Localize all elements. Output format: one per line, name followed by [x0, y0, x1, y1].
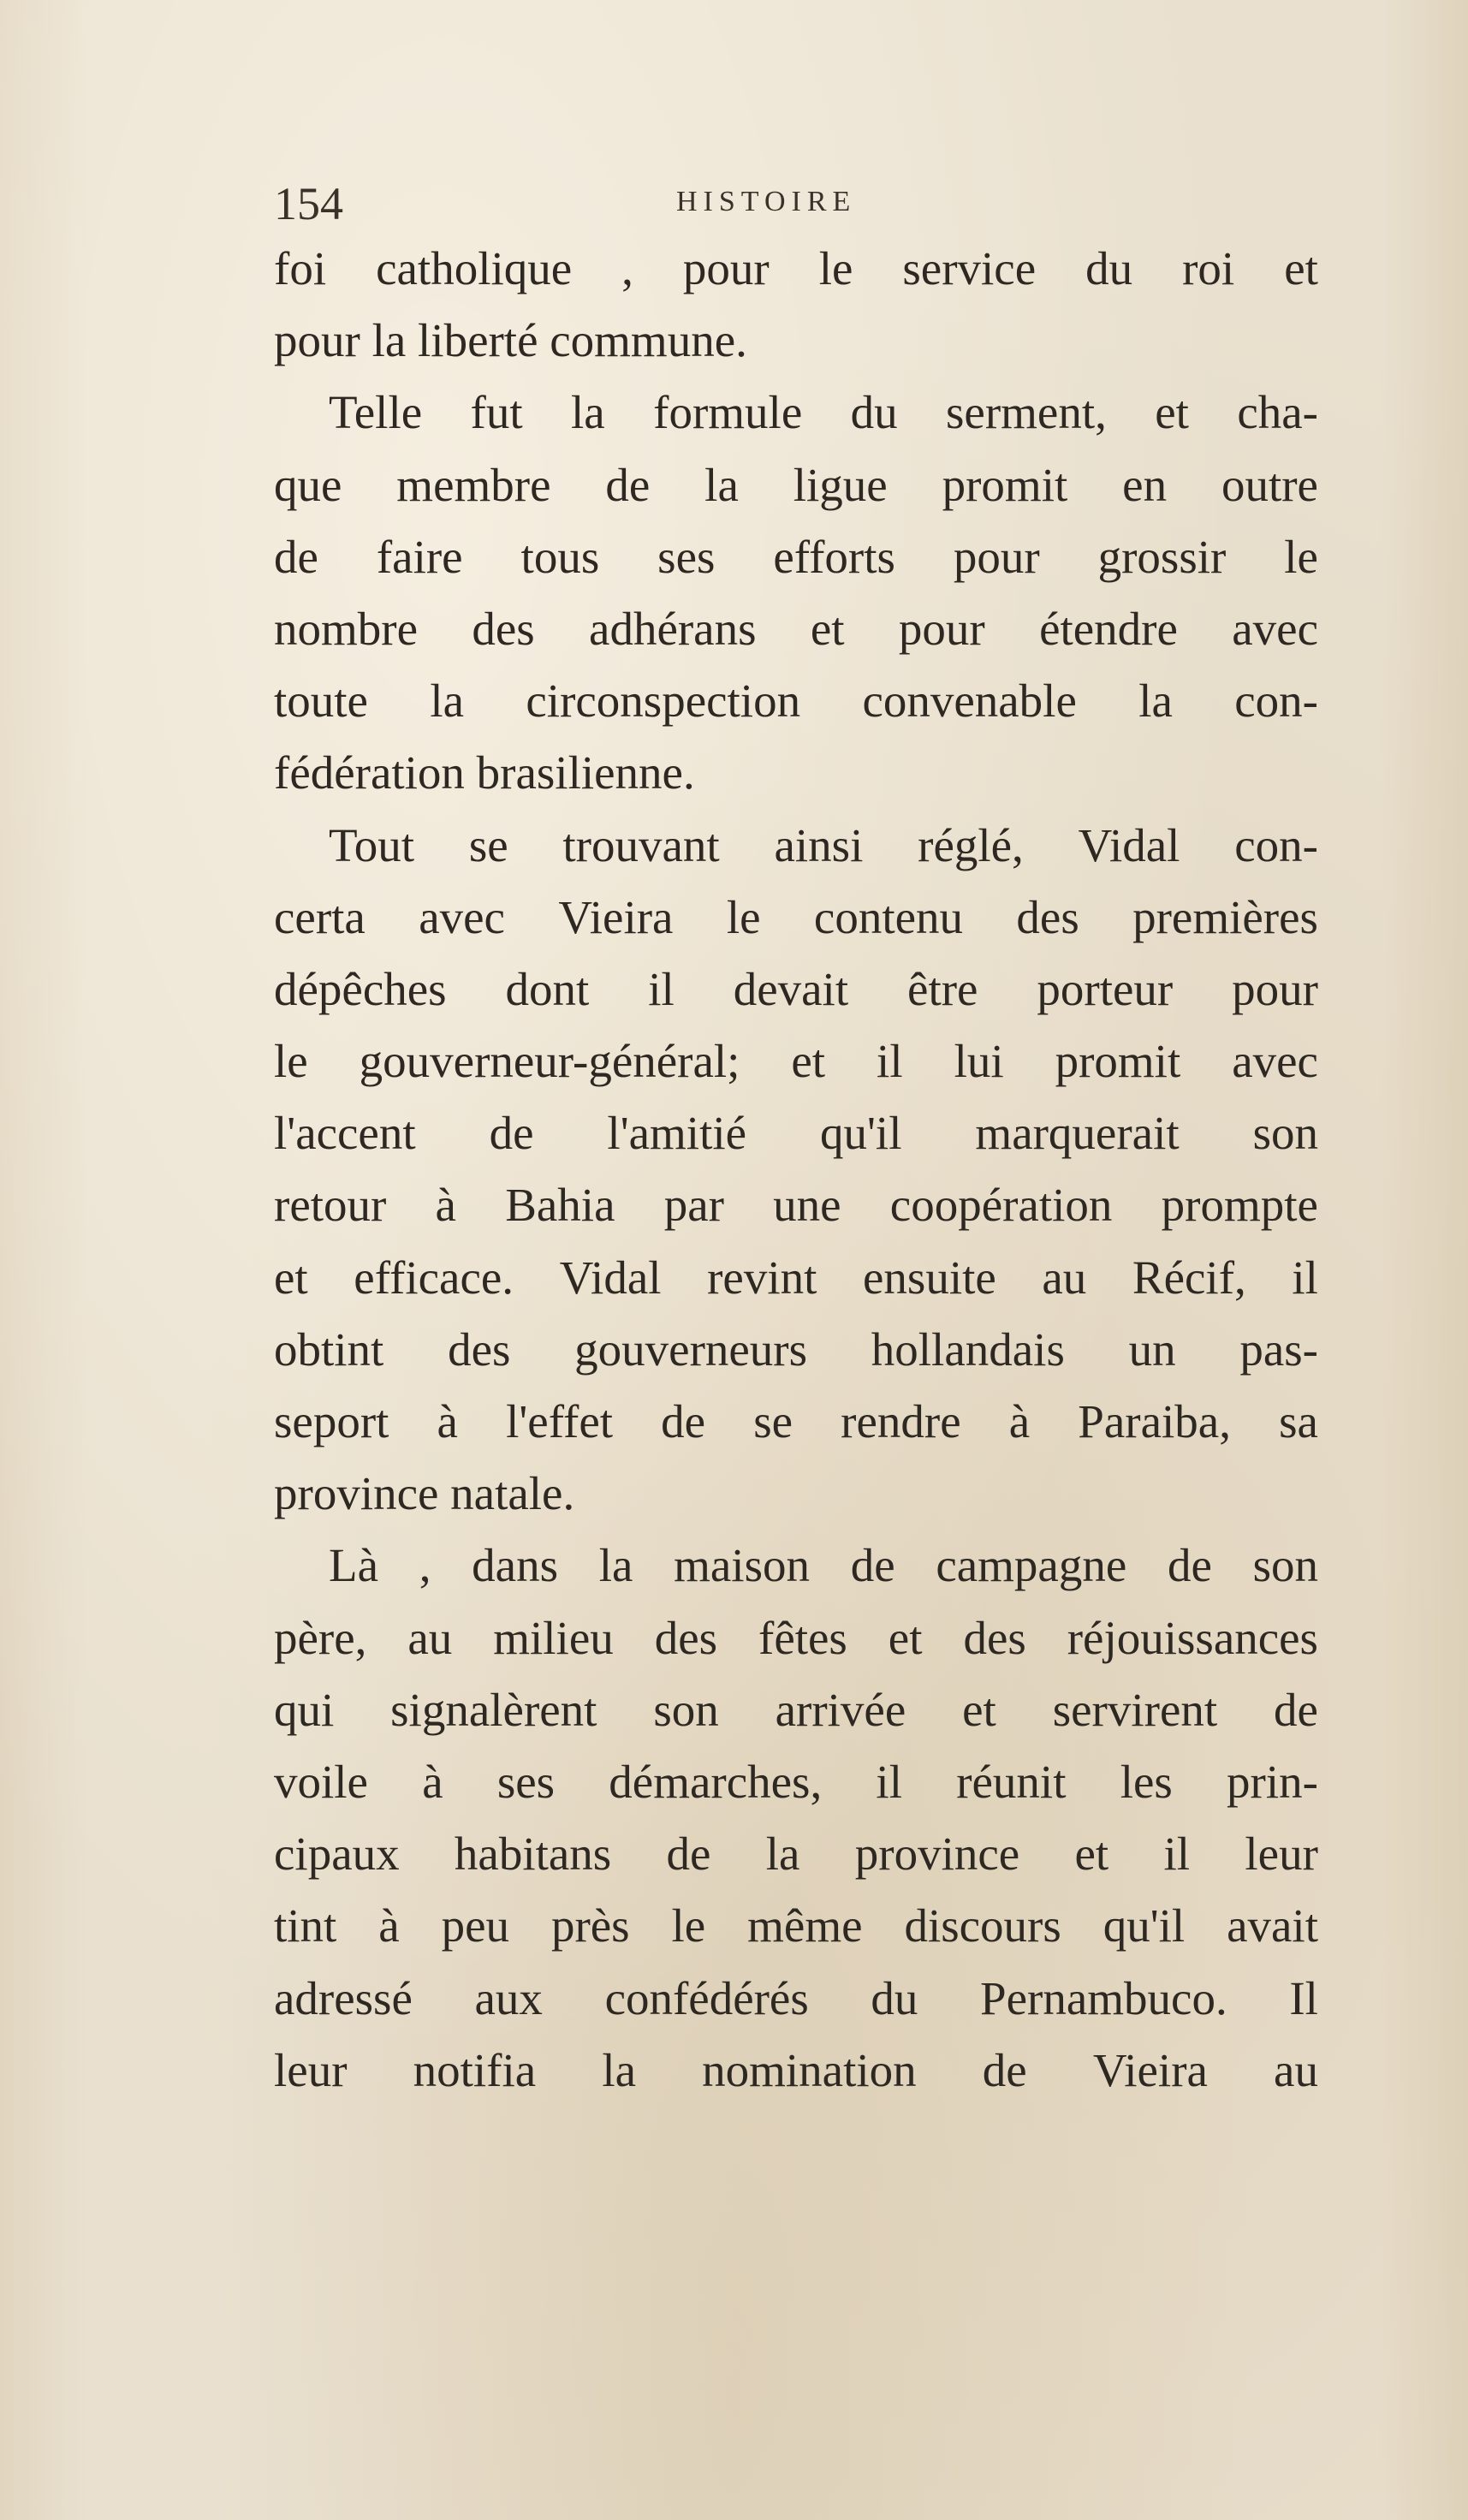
text-line [274, 1314, 1318, 1386]
running-head [274, 169, 1318, 238]
text-line [274, 305, 1318, 377]
word: Vidal [559, 1251, 662, 1304]
word: qui [274, 1683, 335, 1736]
word: Tout [329, 818, 415, 871]
page-number: 154 [274, 178, 343, 229]
word: porteur [1037, 962, 1174, 1015]
word: coopération [889, 1179, 1113, 1232]
text-line [274, 1963, 1318, 2035]
text-line [274, 1169, 1318, 1241]
word: Telle [329, 386, 423, 439]
word: tint [274, 1899, 337, 1952]
word: les [1120, 1755, 1173, 1808]
word: fêtes [758, 1611, 847, 1664]
text-line [274, 1746, 1318, 1818]
word: être [907, 962, 978, 1015]
word: premières [1132, 890, 1318, 943]
word: Pernambuco. [980, 1971, 1227, 2024]
word: son [653, 1683, 719, 1736]
word: près [550, 1899, 630, 1952]
word: père, [274, 1611, 367, 1664]
word: et [1155, 386, 1189, 439]
word: et [1284, 242, 1318, 294]
running-title: HISTOIRE [676, 186, 857, 217]
word: que [274, 458, 342, 511]
word: réjouissances [1067, 1611, 1318, 1664]
word: des [654, 1611, 718, 1664]
word: toute [274, 675, 368, 728]
word: de [489, 1107, 534, 1160]
word: ligue [793, 458, 888, 511]
word: gouverneur-général; [359, 1035, 740, 1088]
word: de [661, 1395, 706, 1447]
word: promit [1055, 1035, 1181, 1088]
word: il [1163, 1828, 1191, 1881]
word: pour [1232, 962, 1318, 1015]
word: et [274, 1251, 308, 1304]
word: du [850, 386, 898, 439]
word: circonspection [526, 675, 801, 728]
word: outre [1221, 458, 1318, 511]
word: devait [733, 962, 849, 1015]
word: une [773, 1179, 841, 1232]
word: à [378, 1899, 400, 1952]
word: province [854, 1828, 1020, 1881]
word: serment, [946, 386, 1107, 439]
word: leur [1245, 1828, 1318, 1881]
word: voile [274, 1755, 368, 1808]
word: leur [274, 2043, 348, 2096]
word: la [430, 675, 465, 728]
word: et [1074, 1828, 1109, 1881]
word: de [274, 530, 318, 583]
word: des [472, 602, 535, 655]
text-line [274, 954, 1318, 1025]
word: son [1252, 1107, 1318, 1160]
word: des [1016, 890, 1079, 943]
word: la [765, 1828, 800, 1881]
word: ses [496, 1755, 556, 1808]
word: rendre [841, 1395, 961, 1447]
text-line [274, 521, 1318, 593]
word: pas- [1239, 1322, 1318, 1376]
word: , [621, 242, 633, 294]
word: Récif, [1132, 1251, 1246, 1304]
word: un [1128, 1322, 1176, 1376]
word: de [1274, 1683, 1318, 1736]
word: cha- [1237, 386, 1318, 439]
word: le [274, 1035, 308, 1088]
text-line [274, 2035, 1318, 2107]
word: sa [1279, 1395, 1318, 1447]
word: marquerait [975, 1107, 1180, 1160]
text-line [274, 377, 1318, 449]
word: Vidal [1078, 818, 1180, 871]
word: lui [954, 1035, 1004, 1088]
text-line [274, 737, 1318, 809]
word: il [648, 962, 675, 1015]
word: avait [1227, 1899, 1318, 1952]
word: retour [274, 1179, 387, 1232]
word: qu'il [820, 1107, 902, 1160]
word: il [1292, 1251, 1318, 1304]
word: ses [657, 530, 716, 583]
word: con- [1234, 818, 1318, 871]
word: discours [904, 1899, 1061, 1952]
word: tous [520, 530, 600, 583]
word: grossir [1097, 530, 1227, 583]
word: Paraiba, [1078, 1395, 1231, 1447]
word: efforts [773, 530, 895, 583]
word: campagne [936, 1539, 1127, 1592]
word: catholique [376, 242, 573, 294]
word: à [422, 1755, 443, 1808]
word: service [902, 242, 1037, 294]
word: servirent [1052, 1683, 1218, 1736]
word: pour la liberté commune. [274, 314, 747, 367]
word: adressé [274, 1971, 413, 2024]
word: promit [942, 458, 1068, 511]
text-line [274, 1025, 1318, 1097]
word: du [1085, 242, 1133, 294]
word: dans [472, 1539, 558, 1592]
word: contenu [813, 890, 964, 943]
word: , [419, 1539, 431, 1592]
word: pour [898, 602, 985, 655]
word: revint [707, 1251, 817, 1304]
text-line [274, 1674, 1318, 1746]
word: et [962, 1683, 996, 1736]
text-line [274, 233, 1318, 305]
word: ainsi [774, 818, 864, 871]
word: la [598, 1539, 633, 1592]
word: Il [1289, 1971, 1318, 2024]
word: se [468, 818, 508, 871]
word: membre [396, 458, 551, 511]
word: cipaux [274, 1828, 400, 1881]
text-line [274, 810, 1318, 882]
word: il [876, 1755, 902, 1808]
word: la [704, 458, 739, 511]
text-line [274, 665, 1318, 737]
word: pour [682, 242, 770, 294]
word: signalèrent [390, 1683, 597, 1736]
word: Là [329, 1539, 379, 1592]
word: con- [1234, 675, 1318, 728]
word: son [1252, 1539, 1318, 1592]
word: notifia [413, 2043, 537, 2096]
text-line [274, 593, 1318, 665]
word: l'accent [274, 1107, 416, 1160]
word: à [437, 1395, 458, 1447]
word: roi [1182, 242, 1235, 294]
word: à [435, 1179, 456, 1232]
word: la [1138, 675, 1173, 728]
word: pour [953, 530, 1040, 583]
word: trouvant [562, 818, 720, 871]
word: réglé, [918, 818, 1024, 871]
body-text [274, 233, 1318, 2107]
word: foi [274, 242, 327, 294]
word: l'amitié [607, 1107, 747, 1160]
word: fédération brasilienne. [274, 746, 695, 799]
word: de [982, 2043, 1027, 2096]
word: Vieira [558, 890, 674, 943]
word: se [753, 1395, 793, 1447]
word: et [810, 602, 845, 655]
word: prompte [1161, 1179, 1318, 1232]
word: avec [1232, 1035, 1318, 1088]
word: du [871, 1971, 918, 2024]
word: qu'il [1102, 1899, 1186, 1952]
text-line [274, 882, 1318, 954]
word: le [818, 242, 853, 294]
text-line [274, 1602, 1318, 1674]
text-line [274, 1097, 1318, 1169]
word: à [1008, 1395, 1031, 1447]
word: confédérés [604, 1971, 809, 2024]
word: Vieira [1092, 2043, 1208, 2096]
text-line [274, 1458, 1318, 1530]
word: obtint [274, 1322, 384, 1376]
word: province natale. [274, 1467, 575, 1520]
word: fut [470, 386, 523, 439]
word: dépêches [274, 962, 447, 1015]
word: avec [1232, 602, 1318, 655]
word: faire [376, 530, 463, 583]
text-line [274, 1890, 1318, 1962]
text-line [274, 1530, 1318, 1602]
word: le [671, 1899, 706, 1952]
word: milieu [493, 1611, 614, 1664]
word: aux [474, 1971, 543, 2024]
word: au [1042, 1251, 1087, 1304]
word: efficace. [354, 1251, 514, 1304]
word: des [448, 1322, 511, 1376]
word: formule [653, 386, 803, 439]
word: des [963, 1611, 1026, 1664]
word: et [888, 1611, 923, 1664]
word: certa [274, 890, 366, 943]
word: nombre [274, 602, 419, 655]
word: et [791, 1035, 826, 1088]
word: le [1284, 530, 1318, 583]
word: il [877, 1035, 903, 1088]
word: seport [274, 1395, 389, 1447]
word: de [666, 1828, 711, 1881]
text-line [274, 449, 1318, 521]
text-line [274, 1386, 1318, 1458]
word: de [1167, 1539, 1212, 1592]
text-line [274, 1242, 1318, 1314]
word: au [407, 1611, 453, 1664]
word: Bahia [505, 1179, 615, 1232]
word: dont [505, 962, 590, 1015]
word: au [1274, 2043, 1318, 2096]
word: réunit [956, 1755, 1067, 1808]
word: gouverneurs [574, 1322, 808, 1376]
text-line [274, 1818, 1318, 1890]
word: maison [674, 1539, 810, 1592]
word: de [605, 458, 651, 511]
word: par [663, 1179, 724, 1232]
word: étendre [1039, 602, 1178, 655]
word: prin- [1227, 1755, 1318, 1808]
word: hollandais [871, 1322, 1065, 1376]
word: arrivée [775, 1683, 906, 1736]
word: nomination [702, 2043, 917, 2096]
word: peu [441, 1899, 510, 1952]
word: habitans [454, 1828, 612, 1881]
word: convenable [862, 675, 1077, 728]
word: adhérans [589, 602, 757, 655]
word: le [726, 890, 761, 943]
word: la [602, 2043, 637, 2096]
word: avec [419, 890, 505, 943]
word: l'effet [506, 1395, 614, 1447]
word: démarches, [609, 1755, 823, 1808]
word: même [747, 1899, 863, 1952]
word: la [571, 386, 605, 439]
word: ensuite [863, 1251, 996, 1304]
word: en [1122, 458, 1168, 511]
word: de [850, 1539, 895, 1592]
